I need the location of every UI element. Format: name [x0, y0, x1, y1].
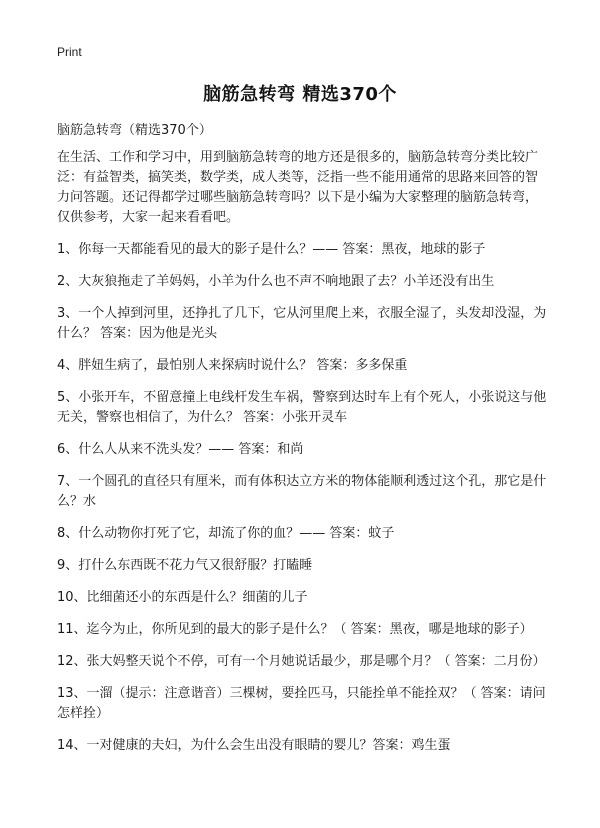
riddle-item: 13、一溜（提示：注意谐音）三棵树，要拴匹马，只能拴单不能拴双？（ 答案：请问怎样拴）: [57, 686, 546, 721]
intro-paragraph: 在生活、工作和学习中，用到脑筋急转弯的地方还是很多的，脑筋急转弯分类比较广泛：有益智类，搞笑类，数学类，成人类等，泛指一些不能用通常的思路来回答的智力问答题。还记得都学过哪些脑筋急转弯吗？以下是小编为大家整理的脑筋急转弯，仅供参考，大家一起来看看吧。: [57, 150, 539, 225]
print-link[interactable]: Print: [57, 45, 82, 59]
riddle-item: 1、你每一天都能看见的最大的影子是什么？—— 答案：黑夜，地球的影子: [57, 242, 486, 257]
riddle-item: 4、胖妞生病了，最怕别人来探病时说什么？ 答案：多多保重: [57, 358, 408, 373]
riddle-list: [57, 240, 549, 756]
riddle-item: 9、打什么东西既不花力气又很舒服？打瞌睡: [57, 558, 313, 573]
document-subtitle: 脑筋急转弯（精选370个）: [57, 123, 212, 138]
riddle-item: 8、什么动物你打死了它，却流了你的血？—— 答案：蚊子: [57, 526, 395, 541]
riddle-item: 10、比细菌还小的东西是什么？细菌的儿子: [57, 590, 308, 605]
riddle-item: 5、小张开车，不留意撞上电线杆发生车祸，警察到达时车上有个死人，小张说这与他无关，警察也相信了，为什么？ 答案：小张开灵车: [57, 390, 547, 425]
riddle-item: 7、一个圆孔的直径只有厘米，而有体积达立方米的物体能顺利透过这个孔，那它是什么？水: [57, 474, 547, 509]
riddle-item: 12、张大妈整天说个不停，可有一个月她说话最少，那是哪个月？（ 答案：二月份）: [57, 654, 546, 669]
riddle-item: 3、一个人掉到河里，还挣扎了几下，它从河里爬上来，衣服全湿了，头发却没湿，为什么？ 答案：因为他是光头: [57, 306, 547, 341]
page-title: 脑筋急转弯 精选370个: [203, 84, 397, 105]
riddle-item: 11、迄今为止，你所见到的最大的影子是什么？（ 答案：黑夜，哪是地球的影子）: [57, 622, 533, 637]
riddle-item: 6、什么人从来不洗头发？—— 答案：和尚: [57, 442, 304, 457]
riddle-item: 14、一对健康的夫妇，为什么会生出没有眼睛的婴儿？答案：鸡生蛋: [57, 738, 451, 753]
riddle-item: 2、大灰狼拖走了羊妈妈，小羊为什么也不声不响地跟了去？小羊还没有出生: [57, 274, 495, 289]
document-body: [57, 148, 549, 768]
